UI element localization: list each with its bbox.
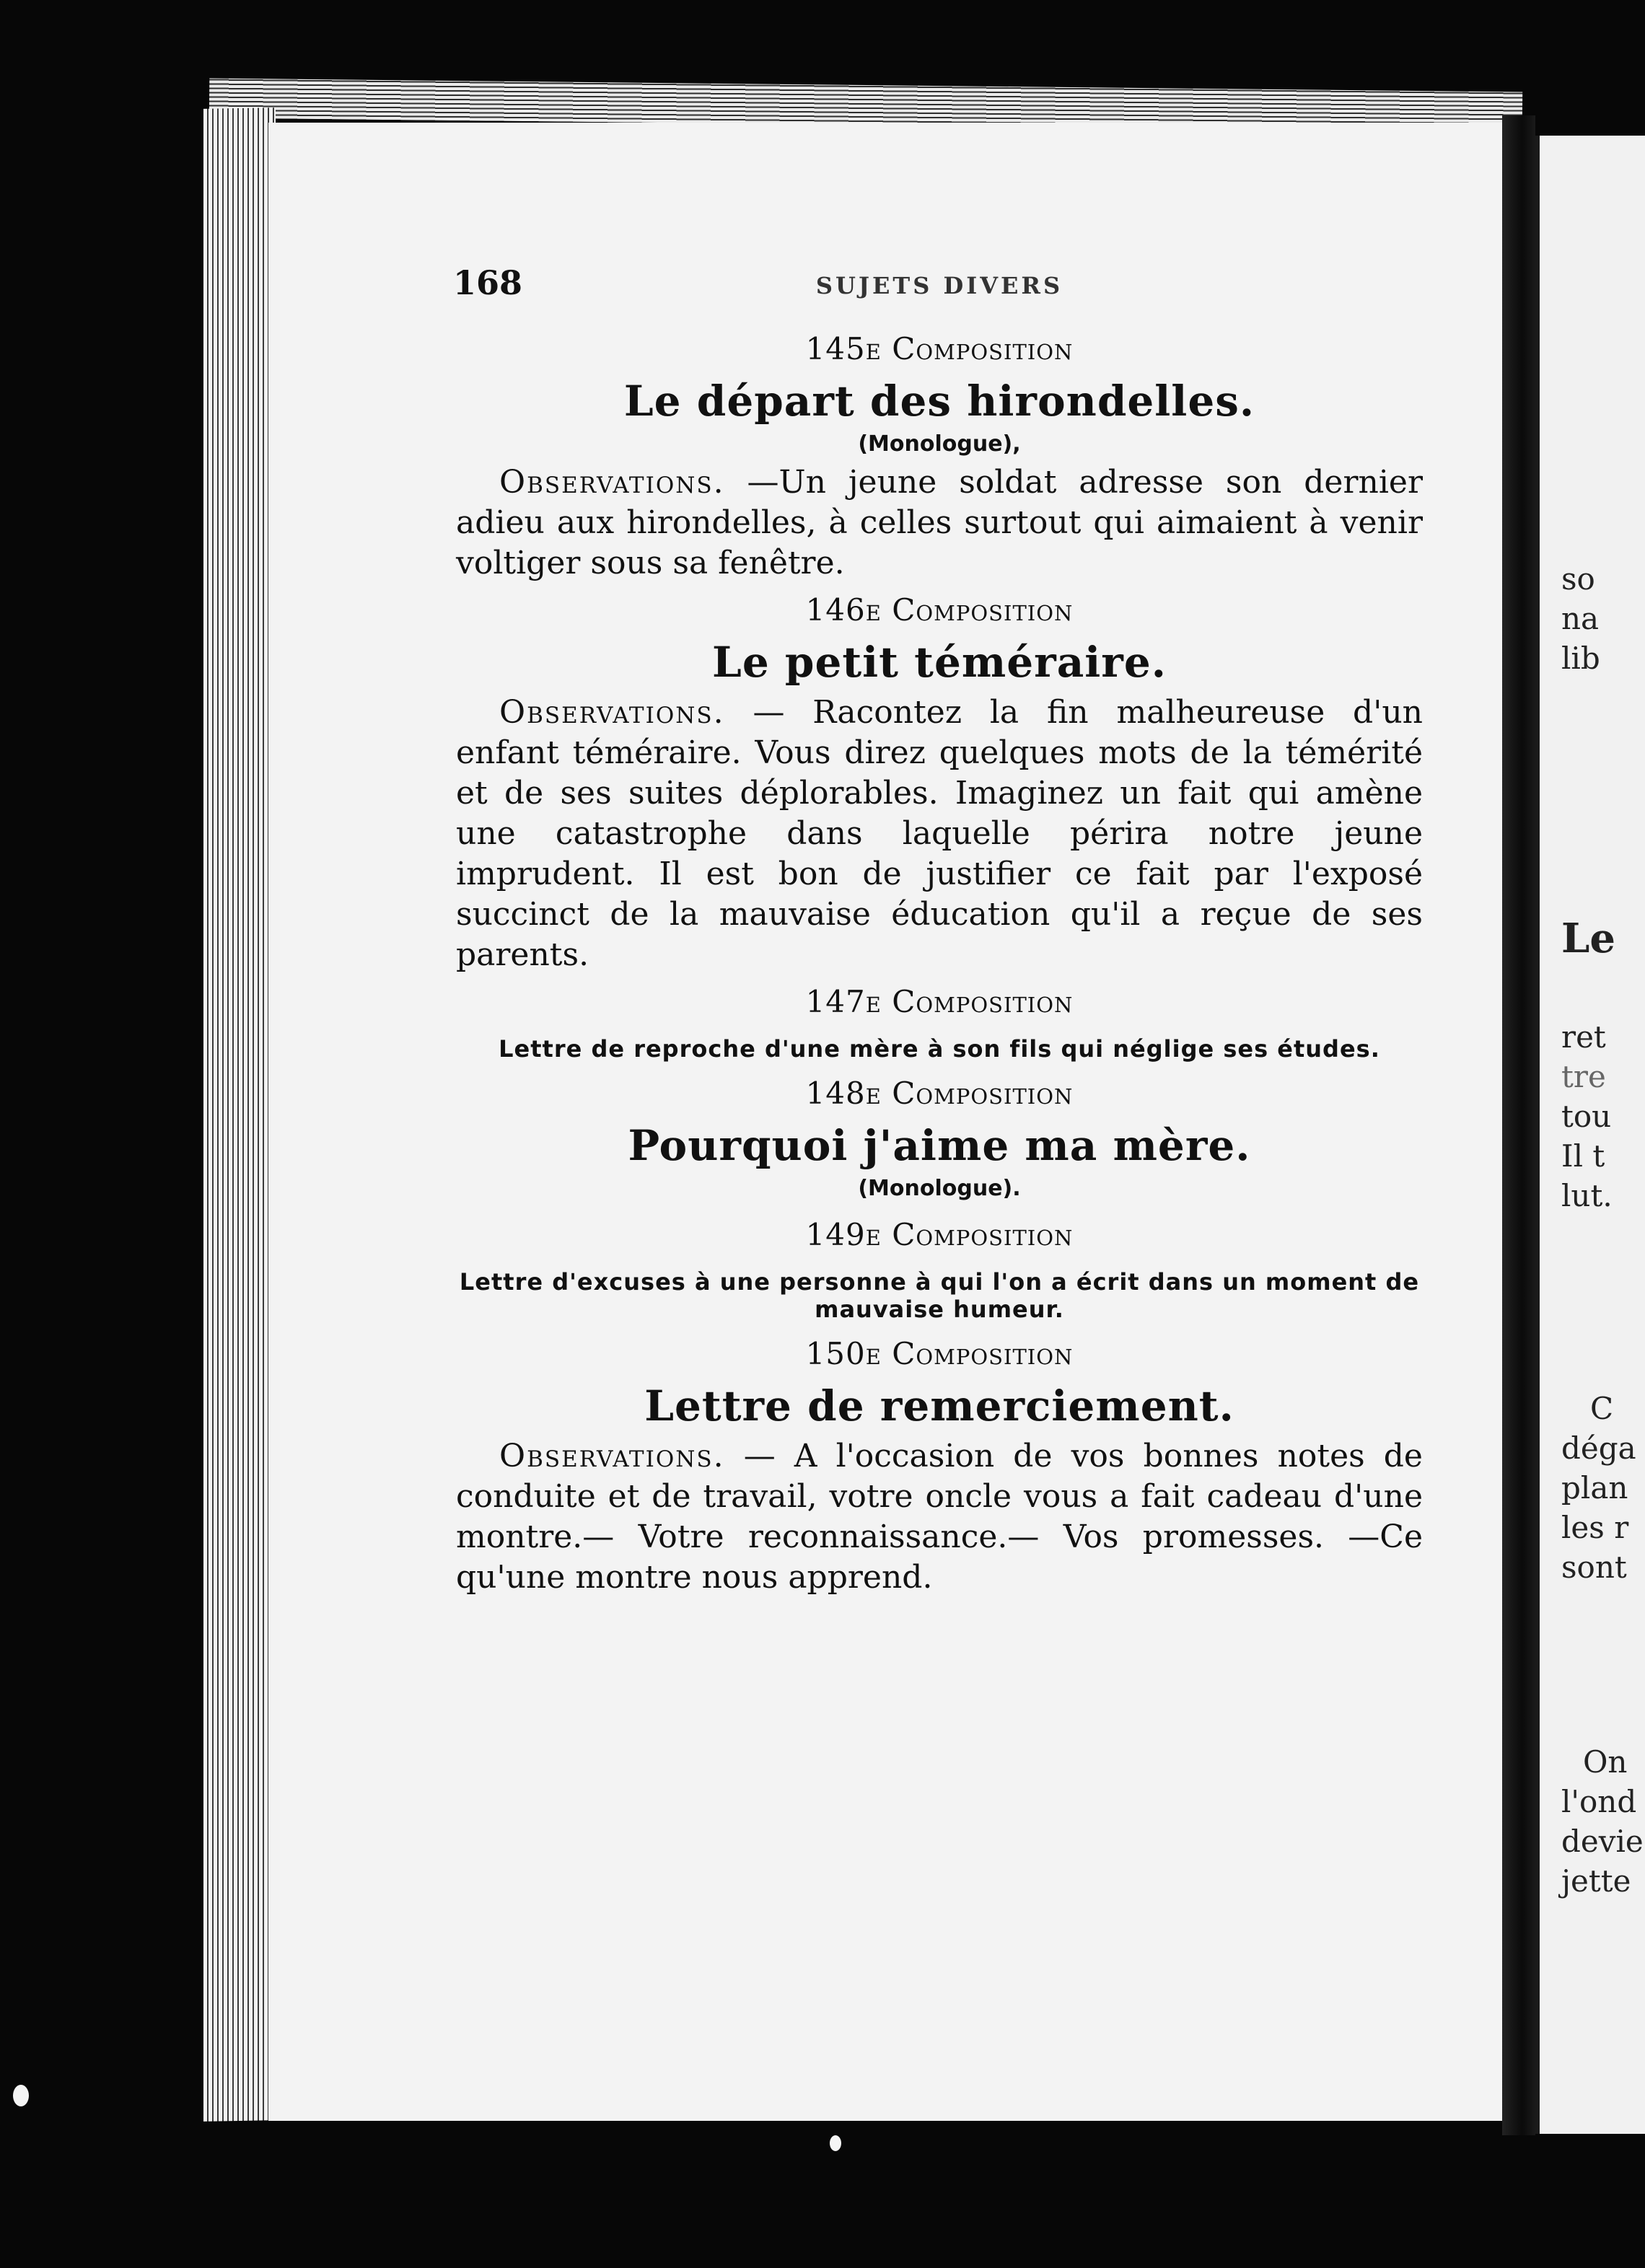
right-page-fragment: les r <box>1561 1510 1629 1545</box>
right-page-fragment: plan <box>1561 1470 1628 1506</box>
observations-paragraph <box>456 462 1423 584</box>
observations-label: Observations. <box>499 1438 725 1474</box>
composition-title: Lettre de reproche d'une mère à son fils qui néglige ses études. <box>499 1035 1380 1063</box>
page-number: 168 <box>453 263 523 302</box>
right-page-fragment: C <box>1590 1391 1614 1426</box>
book-page-edges <box>203 107 276 2122</box>
book-spine <box>1502 115 1535 2135</box>
right-page-fragment: lut. <box>1561 1178 1613 1213</box>
scan-speck <box>13 2085 29 2106</box>
right-page-fragment: jette <box>1561 1863 1631 1899</box>
right-page-fragment: na <box>1561 601 1600 636</box>
right-page <box>1535 136 1645 2134</box>
observations-paragraph <box>456 1436 1423 1598</box>
page-header <box>453 263 1423 307</box>
left-page <box>268 123 1502 2121</box>
composition-number: 147e Composition <box>805 984 1074 1019</box>
composition-title: Le petit téméraire. <box>712 638 1167 687</box>
composition-title: Pourquoi j'aime ma mère. <box>628 1121 1251 1170</box>
observations-label: Observations. <box>499 694 725 731</box>
right-page-fragment: Le <box>1561 915 1616 962</box>
composition-title: Le départ des hirondelles. <box>623 377 1255 426</box>
right-page-fragment: so <box>1561 561 1595 597</box>
composition-number: 150e Composition <box>805 1336 1074 1371</box>
scan-speck <box>830 2135 841 2151</box>
right-page-fragment: tre <box>1561 1059 1606 1094</box>
right-page-fragment: Il t <box>1561 1138 1605 1174</box>
right-page-fragment: devie <box>1561 1824 1644 1859</box>
observations-label: Observations. <box>499 464 725 501</box>
observations-paragraph <box>456 693 1423 975</box>
composition-subtitle: (Monologue). <box>858 1176 1021 1201</box>
running-head: SUJETS DIVERS <box>815 272 1063 299</box>
composition-number: 148e Composition <box>805 1076 1074 1111</box>
right-page-fragment: ret <box>1561 1019 1606 1055</box>
right-page-fragment: tou <box>1561 1099 1612 1134</box>
right-page-fragment: l'ond <box>1561 1784 1637 1819</box>
composition-number: 149e Composition <box>805 1217 1074 1252</box>
right-page-fragment: On <box>1583 1744 1628 1780</box>
observations-text: — Racontez la fin malheureuse d'un enfant téméraire. Vous direz quelques mots de la témérité et de ses suites déplorables. Imaginez un fait qui amène une catastrophe dans laquelle périra notre jeune imprudent. Il est bon de justifier ce fait par l'exposé succinct de la mauvaise éducation qu'il a reçue de ses parents. <box>456 694 1423 973</box>
right-page-fragment: sont <box>1561 1550 1627 1585</box>
observations-text: —Un jeune soldat adresse son dernier adieu aux hirondelles, à celles surtout qui aimaient à venir voltiger sous sa fenêtre. <box>456 464 1423 581</box>
composition-title: Lettre de remerciement. <box>644 1381 1234 1430</box>
composition-number: 146e Composition <box>805 592 1074 628</box>
composition-title: Lettre d'excuses à une personne à qui l'on a écrit dans un moment de mauvaise humeur. <box>459 1268 1420 1323</box>
right-page-fragment: lib <box>1561 641 1600 676</box>
right-page-fragment: déga <box>1561 1430 1636 1466</box>
composition-subtitle: (Monologue), <box>858 431 1021 457</box>
composition-number: 145e Composition <box>805 331 1074 366</box>
observations-text: — A l'occasion de vos bonnes notes de conduite et de travail, votre oncle vous a fait cadeau d'une montre.— Votre reconnaissance.— Vos promesses. —Ce qu'une montre nous apprend. <box>456 1438 1423 1596</box>
page-content <box>453 263 1423 1606</box>
